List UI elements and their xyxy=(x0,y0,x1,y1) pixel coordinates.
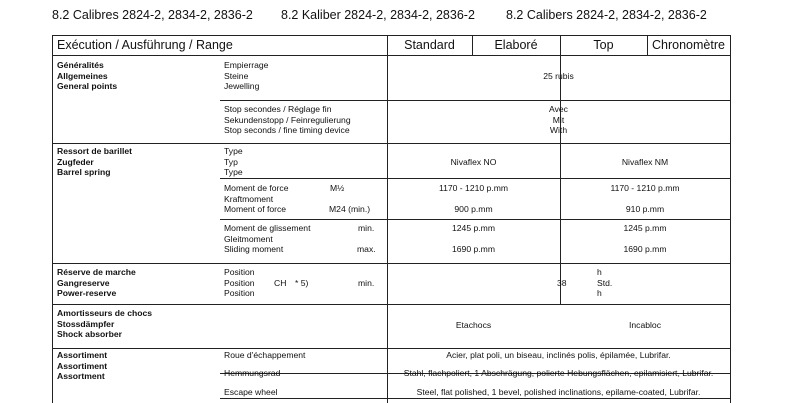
title-en: 8.2 Calibers 2824-2, 2834-2, 2836-2 xyxy=(506,8,707,22)
section-name: Réserve de marche xyxy=(57,267,136,277)
row-label: Stop secondes / Réglage fin xyxy=(224,104,332,114)
type-standard: Nivaflex NO xyxy=(450,156,497,167)
row-label: Position xyxy=(224,288,255,299)
row-label: Gleitmoment xyxy=(224,233,273,244)
row-label: Escape wheel xyxy=(224,387,278,397)
reserve-unit: h xyxy=(597,288,602,299)
row-label: Stop seconds / fine timing device xyxy=(224,125,350,136)
row-label: Moment de glissement xyxy=(224,223,311,233)
row-label: Empierrage xyxy=(224,60,269,70)
row-label: Steine xyxy=(224,70,249,81)
stop-value: With xyxy=(549,125,568,136)
qualifier: min. xyxy=(358,277,375,288)
qualifier: min. xyxy=(358,223,375,233)
subrule xyxy=(220,398,731,399)
header-standard: Standard xyxy=(404,38,455,52)
rule xyxy=(52,143,731,144)
title-fr: 8.2 Calibres 2824-2, 2834-2, 2836-2 xyxy=(52,8,253,22)
header-top: Top xyxy=(593,38,614,52)
position-ch: CH xyxy=(274,277,287,288)
slide-standard: 1245 p.mm xyxy=(452,223,495,233)
assort-value: Steel, flat polished, 1 bevel, polished inclinations, epilame-coated, Lubrifar. xyxy=(416,387,701,397)
section-name: Amortisseurs de chocs xyxy=(57,308,153,318)
rule xyxy=(52,348,731,349)
qualifier: M24 (min.) xyxy=(329,204,371,215)
slide-top: 1690 p.mm xyxy=(623,244,667,255)
assort-value: Acier, plat poli, un biseau, inclinés polis, épilamée, Lubrifar. xyxy=(446,350,671,360)
subrule xyxy=(220,219,731,220)
row-label: Position xyxy=(224,267,255,277)
title-de: 8.2 Kaliber 2824-2, 2834-2, 2836-2 xyxy=(281,8,475,22)
stop-value: Avec xyxy=(549,104,568,114)
row-label: Hemmungsrad xyxy=(224,368,281,378)
rule xyxy=(52,304,731,305)
qualifier: M½ xyxy=(330,183,345,193)
section-name: Ressort de barillet xyxy=(57,146,132,156)
jewel-value: 25 rubis xyxy=(543,70,574,81)
section-name: Assortment xyxy=(57,371,105,382)
stop-value: Mit xyxy=(552,114,565,125)
section-name: Stossdämpfer xyxy=(57,318,115,329)
force-standard: 900 p.mm xyxy=(454,204,493,215)
row-label: Jewelling xyxy=(224,81,260,92)
header-elabore: Elaboré xyxy=(494,38,538,52)
section-name: Barrel spring xyxy=(57,167,111,178)
force-top: 1170 - 1210 p.mm xyxy=(610,183,680,193)
rule xyxy=(52,263,731,264)
section-name: Power-reserve xyxy=(57,288,117,299)
row-label: Moment de force xyxy=(224,183,289,193)
row-label: Sliding moment xyxy=(224,244,284,255)
section-name: General points xyxy=(57,81,118,92)
force-standard: 1170 - 1210 p.mm xyxy=(438,183,509,193)
reserve-unit: h xyxy=(597,267,602,277)
section-name: Gangreserve xyxy=(57,277,110,288)
row-label: Typ xyxy=(224,156,238,167)
row-label: Sekundenstopp / Feinregulierung xyxy=(224,114,351,125)
type-top: Nivaflex NM xyxy=(621,156,669,167)
row-label: Position xyxy=(224,277,255,288)
rule xyxy=(52,55,731,56)
row-label: Type xyxy=(224,146,243,156)
subrule xyxy=(220,178,731,179)
row-label: Moment of force xyxy=(224,204,287,215)
subrule xyxy=(220,100,731,101)
qualifier: max. xyxy=(357,244,376,255)
rule xyxy=(387,35,388,403)
specification-table xyxy=(52,35,731,403)
assort-value: Stahl, flachpoliert, 1 Abschrägung, polierte Hebungsflächen, epilamisiert, Lubrifar. xyxy=(403,368,714,378)
slide-top: 1245 p.mm xyxy=(623,223,667,233)
section-name: Shock absorber xyxy=(57,329,122,340)
rule xyxy=(52,35,53,403)
header-chronometre: Chronomètre xyxy=(652,38,725,52)
section-name: Assortiment xyxy=(57,350,108,360)
section-name: Allgemeines xyxy=(57,70,108,81)
row-label: Roue d'échappement xyxy=(224,350,306,360)
slide-standard: 1690 p.mm xyxy=(452,244,495,255)
row-label: Type xyxy=(224,167,243,178)
row-label: Kraftmoment xyxy=(224,193,274,204)
header-execution: Exécution / Ausführung / Range xyxy=(57,38,233,52)
section-name: Zugfeder xyxy=(57,156,94,167)
rule xyxy=(730,35,731,403)
reserve-value: 38 xyxy=(557,277,567,288)
force-top: 910 p.mm xyxy=(625,204,665,215)
shock-standard: Etachocs xyxy=(455,320,492,330)
reserve-unit: Std. xyxy=(597,277,613,288)
shock-top: Incabloc xyxy=(628,320,661,330)
footnote-ref: * 5) xyxy=(295,277,309,288)
section-name: Généralités xyxy=(57,60,104,70)
section-name: Assortiment xyxy=(57,360,108,371)
